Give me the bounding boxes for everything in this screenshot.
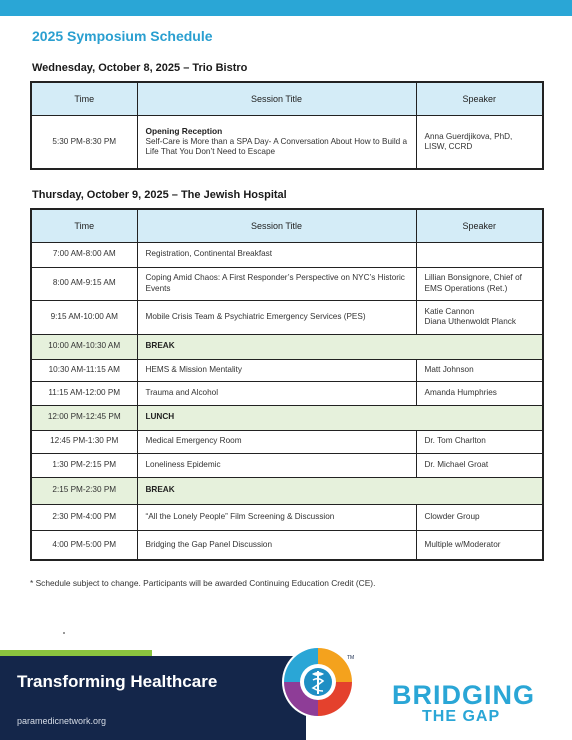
table-row: [31, 381, 543, 405]
session-subtitle: Self-Care is More than a SPA Day- A Conversation About How to Build a Life That You Don’t Need to Escape: [145, 136, 408, 156]
session-cell: [137, 115, 416, 169]
day1-schedule-table: [30, 81, 544, 170]
col-speaker-header: Speaker: [416, 82, 543, 115]
session-time: 1:30 PM-2:15 PM: [31, 453, 137, 477]
session-time: 2:15 PM-2:30 PM: [31, 477, 137, 504]
banner-url: paramedicnetwork.org: [17, 716, 107, 726]
day1-heading: Wednesday, October 8, 2025 – Trio Bistro: [32, 62, 248, 74]
session-time: 5:30 PM-8:30 PM: [31, 115, 137, 169]
session-time: 11:15 AM-12:00 PM: [31, 381, 137, 405]
brand-the-gap: THE GAP: [422, 708, 501, 725]
session-time: 2:30 PM-4:00 PM: [31, 504, 137, 530]
session-title: Trauma and Alcohol: [137, 381, 416, 405]
col-session-header: Session Title: [137, 209, 416, 242]
session-time: 9:15 AM-10:00 AM: [31, 300, 137, 334]
session-title: Loneliness Epidemic: [137, 453, 416, 477]
table-row: [31, 430, 543, 453]
table-row: [31, 359, 543, 381]
session-speaker-cell: [416, 300, 543, 334]
footer-banner: [0, 656, 306, 740]
break-row: [31, 334, 543, 359]
session-time: 8:00 AM-9:15 AM: [31, 267, 137, 300]
session-time: 10:30 AM-11:15 AM: [31, 359, 137, 381]
session-title: Medical Emergency Room: [137, 430, 416, 453]
day2-heading: Thursday, October 9, 2025 – The Jewish Hospital: [32, 189, 287, 201]
session-time: 12:00 PM-12:45 PM: [31, 405, 137, 430]
table-row: [31, 242, 543, 267]
session-speaker: Katie Cannon: [424, 306, 475, 316]
table-row: [31, 267, 543, 300]
page-title: 2025 Symposium Schedule: [32, 28, 213, 44]
col-time-header: Time: [31, 82, 137, 115]
break-label: BREAK: [137, 334, 543, 359]
break-row: [31, 477, 543, 504]
col-speaker-header: Speaker: [416, 209, 543, 242]
session-time: 4:00 PM-5:00 PM: [31, 530, 137, 560]
table-row: [31, 300, 543, 334]
session-speaker: Lillian Bonsignore, Chief of EMS Operations (Ret.): [416, 267, 543, 300]
top-accent-bar: [0, 0, 572, 16]
session-time: 12:45 PM-1:30 PM: [31, 430, 137, 453]
table-row: [31, 453, 543, 477]
session-title: “All the Lonely People” Film Screening & Discussion: [137, 504, 416, 530]
session-title: Coping Amid Chaos: A First Responder’s Perspective on NYC’s Historic Events: [137, 267, 416, 300]
banner-tagline: Transforming Healthcare: [17, 672, 218, 691]
decorative-dot: [63, 632, 65, 634]
session-speaker: Matt Johnson: [416, 359, 543, 381]
session-speaker-secondary: Diana Uthenwoldt Planck: [424, 317, 516, 326]
trademark-mark: TM: [347, 655, 355, 661]
schedule-footnote: * Schedule subject to change. Participants will be awarded Continuing Education Credit (CE).: [30, 578, 376, 588]
session-title: Registration, Continental Breakfast: [137, 242, 416, 267]
brand-bridging: BRIDGING: [392, 680, 535, 710]
break-row: [31, 405, 543, 430]
break-label: LUNCH: [137, 405, 543, 430]
session-title: Opening Reception: [145, 126, 223, 137]
caduceus-logo-icon: [280, 644, 356, 720]
session-speaker: Dr. Michael Groat: [416, 453, 543, 477]
session-speaker: Dr. Tom Charlton: [416, 430, 543, 453]
session-title: Bridging the Gap Panel Discussion: [137, 530, 416, 560]
session-speaker: Anna Guerdjikova, PhD, LISW, CCRD: [416, 115, 543, 169]
session-title: HEMS & Mission Mentality: [137, 359, 416, 381]
session-speaker: [416, 242, 543, 267]
session-time: 7:00 AM-8:00 AM: [31, 242, 137, 267]
session-speaker: Clowder Group: [416, 504, 543, 530]
col-session-header: Session Title: [137, 82, 416, 115]
session-title: Mobile Crisis Team & Psychiatric Emergency Services (PES): [137, 300, 416, 334]
session-time: 10:00 AM-10:30 AM: [31, 334, 137, 359]
table-row: [31, 504, 543, 530]
day2-schedule-table: [30, 208, 544, 561]
table-row: [31, 115, 543, 169]
session-speaker: Multiple w/Moderator: [416, 530, 543, 560]
table-row: [31, 530, 543, 560]
break-label: BREAK: [137, 477, 543, 504]
session-speaker: Amanda Humphries: [416, 381, 543, 405]
col-time-header: Time: [31, 209, 137, 242]
